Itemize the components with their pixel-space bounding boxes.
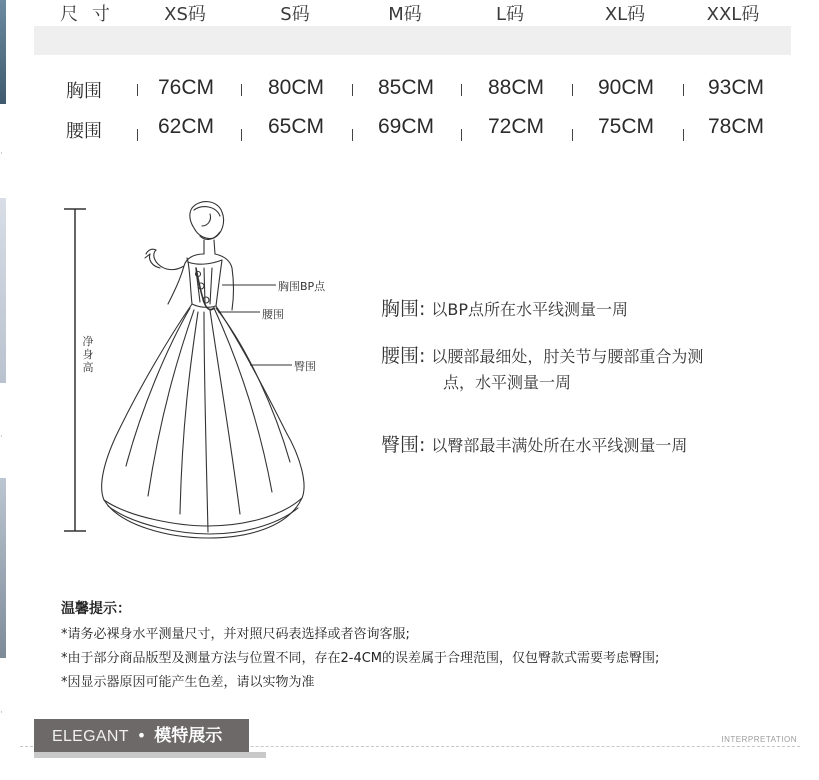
bust-key: 胸围: (381, 298, 426, 320)
hip-pointer-label: 臀围 (294, 360, 316, 373)
waist-key: 腰围: (381, 345, 426, 367)
table-cell: 62CM (157, 115, 215, 138)
size-xl: XL码 (604, 4, 646, 25)
banner-english: ELEGANT (52, 728, 129, 745)
size-s: S码 (280, 4, 310, 25)
tip-item: *请务必裸身水平测量尺寸，并对照尺码表选择或者咨询客服; (61, 627, 410, 642)
table-cell: 72CM (487, 115, 545, 138)
bust-point-label: 胸围BP点 (278, 280, 326, 293)
left-edge-sliver (0, 198, 6, 383)
table-cell: 90CM (597, 76, 655, 99)
banner-shadow (34, 752, 266, 758)
table-cell: 78CM (707, 115, 765, 138)
bust-text: 以BP点所在水平线测量一周 (431, 300, 629, 319)
left-edge-sliver (0, 478, 6, 658)
size-l: L码 (495, 4, 525, 25)
tips-title: 温馨提示： (61, 601, 131, 617)
size-m: M码 (388, 4, 422, 25)
table-cell: 69CM (377, 115, 435, 138)
table-cell: 75CM (597, 115, 655, 138)
edge-mark: · (0, 432, 3, 442)
interpretation-label: INTERPRETATION (721, 735, 797, 744)
banner-chinese: 模特展示 (154, 726, 223, 746)
tip-item: *因显示器原因可能产生色差，请以实物为准 (61, 675, 315, 690)
tip-item: *由于部分商品版型及测量方法与位置不同，存在2-4CM的误差属于合理范围，仅包臀款式需要考虑臀围; (61, 651, 660, 666)
banner-dot: • (136, 726, 147, 745)
size-header-band (34, 26, 791, 55)
edge-mark: · (0, 708, 3, 718)
table-cell: 85CM (377, 76, 435, 99)
section-banner-text (52, 719, 222, 752)
size-xxl: XXL码 (706, 4, 760, 25)
waist-description (381, 344, 703, 369)
waist-text: 以腰部最细处，肘关节与腰部重合为测 (431, 347, 704, 366)
table-cell: 93CM (707, 76, 765, 99)
hip-text: 以臀部最丰满处所在水平线测量一周 (431, 436, 688, 455)
bust-description (381, 297, 628, 322)
row-label-bust: 胸围 (66, 81, 102, 102)
table-cell: 76CM (157, 76, 215, 99)
table-cell: 80CM (267, 76, 325, 99)
waist-description-line2: 点，水平测量一周 (443, 373, 572, 392)
height-label: 净身高 (82, 335, 94, 374)
row-label-waist: 腰围 (66, 121, 102, 142)
table-cell: 65CM (267, 115, 325, 138)
waist-pointer-label: 腰围 (262, 308, 284, 321)
hip-description (381, 433, 687, 458)
hip-key: 臀围: (381, 434, 426, 456)
left-edge-sliver (0, 0, 6, 104)
size-header-label: 尺 寸 (60, 4, 114, 25)
size-xs: XS码 (164, 4, 206, 25)
edge-mark: · (0, 149, 3, 159)
table-cell: 88CM (487, 76, 545, 99)
